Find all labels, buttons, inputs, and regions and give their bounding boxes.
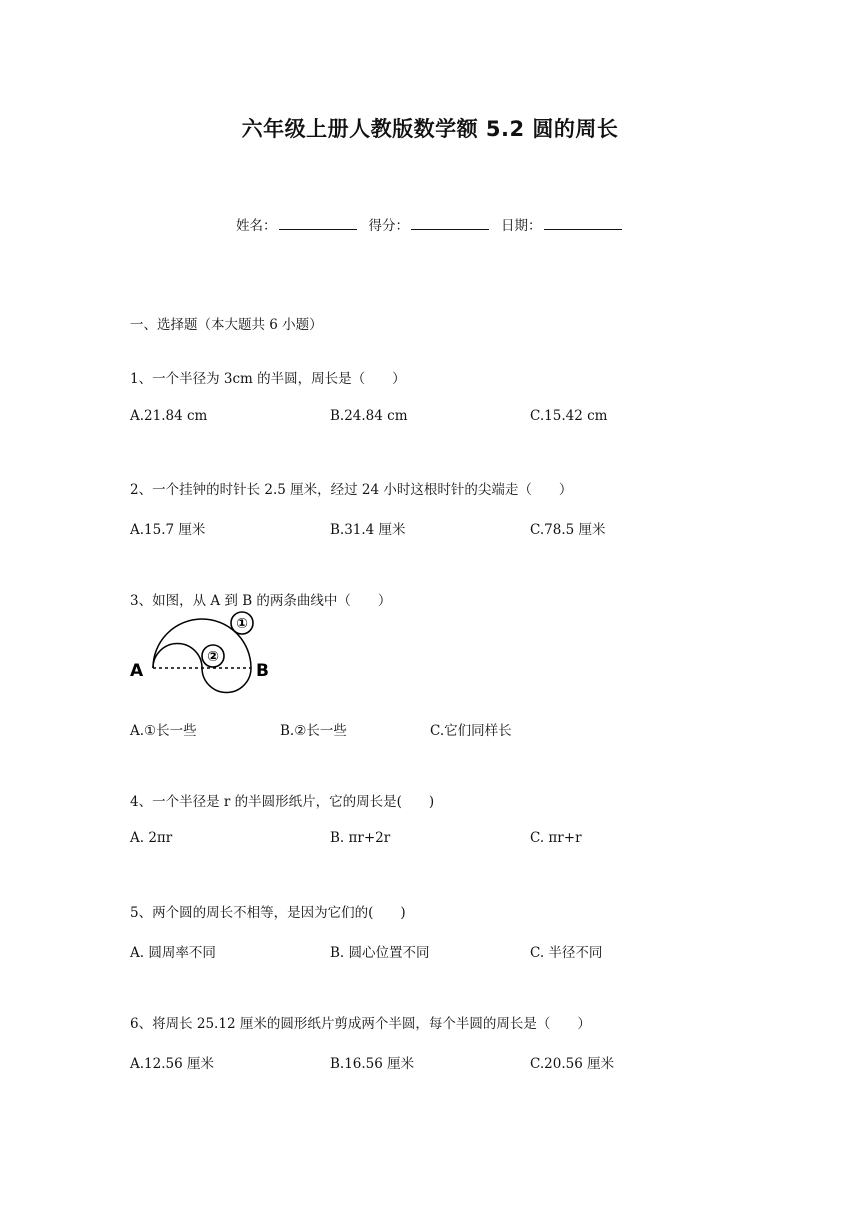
date-blank[interactable] <box>544 215 622 230</box>
point-a-label: A <box>130 661 144 681</box>
section-title: 一、选择题（本大题共 6 小题） <box>130 317 323 333</box>
question-4-option-b[interactable]: B. πr+2r <box>330 830 391 846</box>
question-4-option-a[interactable]: A. 2πr <box>130 830 173 846</box>
date-label: 日期： <box>501 218 542 234</box>
curve-2-label: ② <box>207 649 219 665</box>
question-3-option-c[interactable]: C.它们同样长 <box>430 723 512 739</box>
question-5-option-b[interactable]: B. 圆心位置不同 <box>330 945 430 961</box>
question-5-option-a[interactable]: A. 圆周率不同 <box>130 945 216 961</box>
score-field[interactable] <box>369 214 490 234</box>
question-6-option-b[interactable]: B.16.56 厘米 <box>330 1056 415 1072</box>
question-6-option-a[interactable]: A.12.56 厘米 <box>130 1056 214 1072</box>
question-5-option-c[interactable]: C. 半径不同 <box>530 945 603 961</box>
question-3-option-b[interactable]: B.②长一些 <box>280 723 347 739</box>
question-1-option-a[interactable]: A.21.84 cm <box>130 408 208 424</box>
score-label: 得分： <box>368 218 409 234</box>
question-5-text: 5、两个圆的周长不相等，是因为它们的( ) <box>130 905 406 921</box>
student-info-row <box>236 214 634 234</box>
question-2-option-a[interactable]: A.15.7 厘米 <box>130 522 206 538</box>
curve-1-label: ① <box>236 616 248 632</box>
question-3-text: 3、如图，从 A 到 B 的两条曲线中（ ） <box>130 593 392 609</box>
score-blank[interactable] <box>411 215 489 230</box>
page-title: 六年级上册人教版数学额 5.2 圆的周长 <box>241 117 619 141</box>
question-6-text: 6、将周长 25.12 厘米的圆形纸片剪成两个半圆，每个半圆的周长是（ ） <box>130 1016 591 1032</box>
question-1-option-c[interactable]: C.15.42 cm <box>530 408 608 424</box>
question-2-option-b[interactable]: B.31.4 厘米 <box>330 522 406 538</box>
question-3-option-a[interactable]: A.①长一些 <box>130 723 197 739</box>
question-4-text: 4、一个半径是 r 的半圆形纸片，它的周长是( ) <box>130 794 435 810</box>
question-2-option-c[interactable]: C.78.5 厘米 <box>530 522 606 538</box>
question-4-option-c[interactable]: C. πr+r <box>530 830 582 846</box>
name-label: 姓名： <box>236 218 277 234</box>
name-field[interactable] <box>236 214 357 234</box>
question-6-option-c[interactable]: C.20.56 厘米 <box>530 1056 615 1072</box>
question-1-option-b[interactable]: B.24.84 cm <box>330 408 408 424</box>
date-field[interactable] <box>501 214 622 234</box>
name-blank[interactable] <box>279 215 357 230</box>
point-b-label: B <box>256 661 269 681</box>
question-1-text: 1、一个半径为 3cm 的半圆，周长是（ ） <box>130 371 406 387</box>
arc-figure <box>128 608 278 700</box>
question-2-text: 2、一个挂钟的时针长 2.5 厘米，经过 24 小时这根时针的尖端走（ ） <box>130 482 573 498</box>
